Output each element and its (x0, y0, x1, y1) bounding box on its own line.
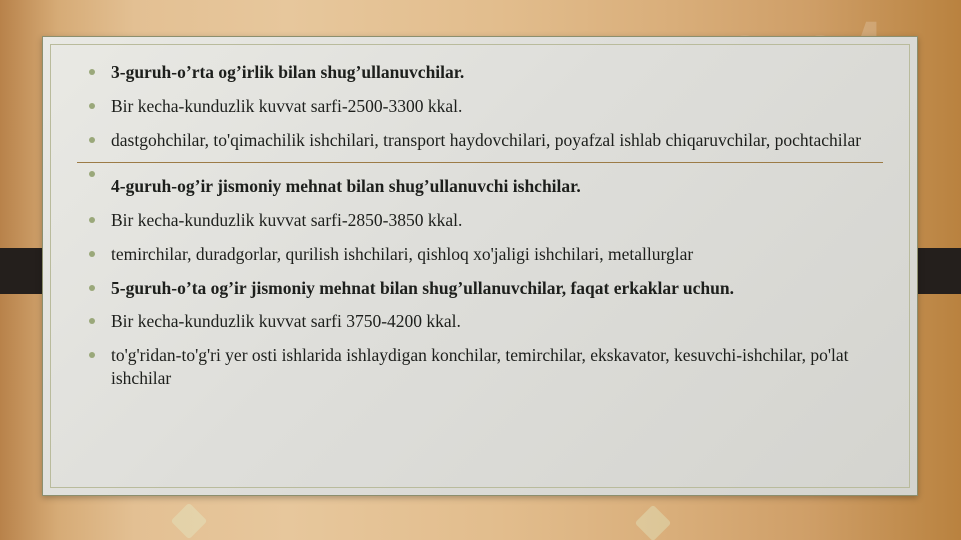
bullet-list (77, 61, 883, 390)
decorative-diamond-icon (171, 503, 208, 540)
left-edge-tab (0, 248, 46, 294)
list-item-text: Bir kecha-kunduzlik kuvvat sarfi-2850-3850 kkal. (111, 210, 463, 230)
list-item-text: Bir kecha-kunduzlik kuvvat sarfi-2500-3300 kkal. (111, 95, 463, 116)
bullet-dot-icon (89, 251, 95, 257)
list-item-text: 5-guruh-o’ta og’ir jismoniy mehnat bilan shug’ullanuvchilar, faqat erkaklar uchun. (111, 277, 734, 298)
content-card (42, 36, 918, 496)
list-item-text: to'g'ridan-to'g'ri yer osti ishlarida ishlaydigan konchilar, temirchilar, ekskavator, kesuvchi-ishchilar, po'lat ishchilar (111, 345, 849, 388)
list-item (77, 95, 883, 118)
content-card-inner (50, 44, 910, 488)
bullet-dot-icon (89, 318, 95, 324)
bullet-dot-icon (89, 171, 95, 177)
list-item (77, 277, 883, 300)
list-item-text: Bir kecha-kunduzlik kuvvat sarfi 3750-4200 kkal. (111, 311, 461, 332)
list-item (77, 61, 883, 84)
list-item (77, 310, 883, 333)
list-item (77, 344, 883, 390)
bullet-dot-icon (89, 217, 95, 223)
bullet-dot-icon (89, 69, 95, 75)
list-item-text: 4-guruh-og’ir jismoniy mehnat bilan shug’ullanuvchi ishchilar. (111, 176, 581, 197)
list-item-text: 3-guruh-o’rta og’irlik bilan shug’ullanuvchilar. (111, 62, 465, 82)
right-edge-tab (915, 248, 961, 294)
list-item-text: dastgohchilar, to'qimachilik ishchilari, transport haydovchilari, poyafzal ishlab chiqaruvchilar, pochtachilar (111, 129, 862, 150)
list-item-text: temirchilar, duradgorlar, qurilish ishchilari, qishloq xo'jaligi ishchilari, metallurglar (111, 243, 694, 264)
bullet-dot-icon (89, 352, 95, 358)
list-item (77, 129, 883, 152)
list-item (77, 243, 883, 266)
list-item (77, 209, 883, 232)
bullet-dot-icon (89, 137, 95, 143)
bullet-dot-icon (89, 285, 95, 291)
bullet-dot-icon (89, 103, 95, 109)
list-item (77, 162, 883, 198)
decorative-diamond-icon (635, 505, 672, 540)
